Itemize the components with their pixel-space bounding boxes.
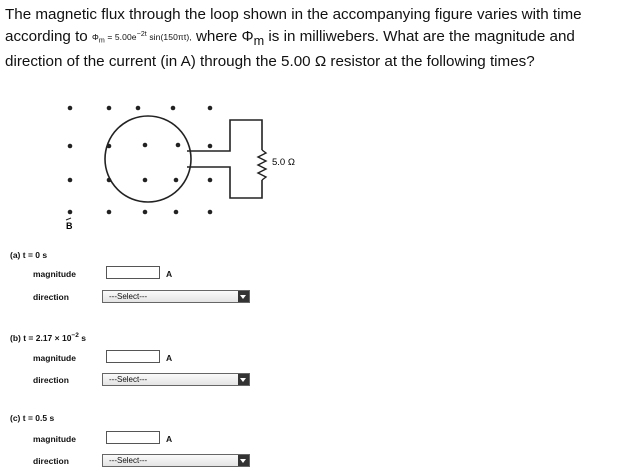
resistor bbox=[258, 150, 266, 180]
part-a-unit: A bbox=[166, 269, 173, 279]
part-a-magnitude-label: magnitude bbox=[33, 269, 76, 279]
part-c-direction-label: direction bbox=[33, 456, 69, 466]
chevron-down-icon[interactable] bbox=[238, 291, 249, 302]
part-b-direction-value: ---Select--- bbox=[109, 375, 148, 384]
part-a-direction-label: direction bbox=[33, 292, 69, 302]
part-b-magnitude-label: magnitude bbox=[33, 353, 76, 363]
part-b-direction-select[interactable] bbox=[102, 373, 250, 386]
question-end: is in milliwebers. What are the magnitude and direction of the current (in A) through the 5.00 Ω resistor at the following times? bbox=[5, 27, 575, 70]
part-a-direction-select[interactable] bbox=[102, 290, 250, 303]
chevron-down-icon[interactable] bbox=[238, 455, 249, 466]
wire-loop bbox=[105, 116, 191, 202]
part-b-direction-label: direction bbox=[33, 375, 69, 385]
part-c-unit: A bbox=[166, 434, 173, 444]
chevron-down-icon[interactable] bbox=[238, 374, 249, 385]
resistor-label: 5.0 Ω bbox=[272, 157, 295, 168]
question-intro: The magnetic flux through the loop shown in the accompanying figure varies with time according to bbox=[5, 6, 582, 45]
part-b-magnitude-input[interactable] bbox=[106, 350, 160, 363]
part-b-label: (b) $t = 2.17 \times 10^{-2}$ s bbox=[10, 332, 86, 343]
part-b-unit: A bbox=[166, 353, 173, 363]
question-text: The magnetic flux through the loop shown in the accompanying figure varies with time according to $\Phi_m = 5.00e^{-2t}$ sin(150πt), where $\Phi_m$ is in milliwebers. What are the magnitude and direction of the current (in A) through the 5.00 Ω resistor at the following times? bbox=[5, 6, 582, 70]
part-c-magnitude-label: magnitude bbox=[33, 434, 76, 444]
part-a-magnitude-input[interactable] bbox=[106, 266, 160, 279]
part-c-label: (c) t = 0.5 s bbox=[10, 413, 55, 423]
part-c-direction-select[interactable] bbox=[102, 454, 250, 467]
part-c-magnitude-input[interactable] bbox=[106, 431, 160, 444]
wire-bottom bbox=[187, 167, 262, 198]
question-after: where Φ bbox=[191, 27, 254, 45]
field-label: B bbox=[66, 221, 73, 231]
wire-top bbox=[187, 120, 262, 151]
part-a-label: (a) t = 0 s bbox=[10, 250, 48, 260]
part-a-direction-value: ---Select--- bbox=[109, 292, 148, 301]
flux-formula: $\Phi_m = 5.00e^{-2t}$ sin(150πt), bbox=[91, 31, 192, 46]
part-c-direction-value: ---Select--- bbox=[109, 456, 148, 465]
field-vector-arrow bbox=[66, 218, 71, 220]
